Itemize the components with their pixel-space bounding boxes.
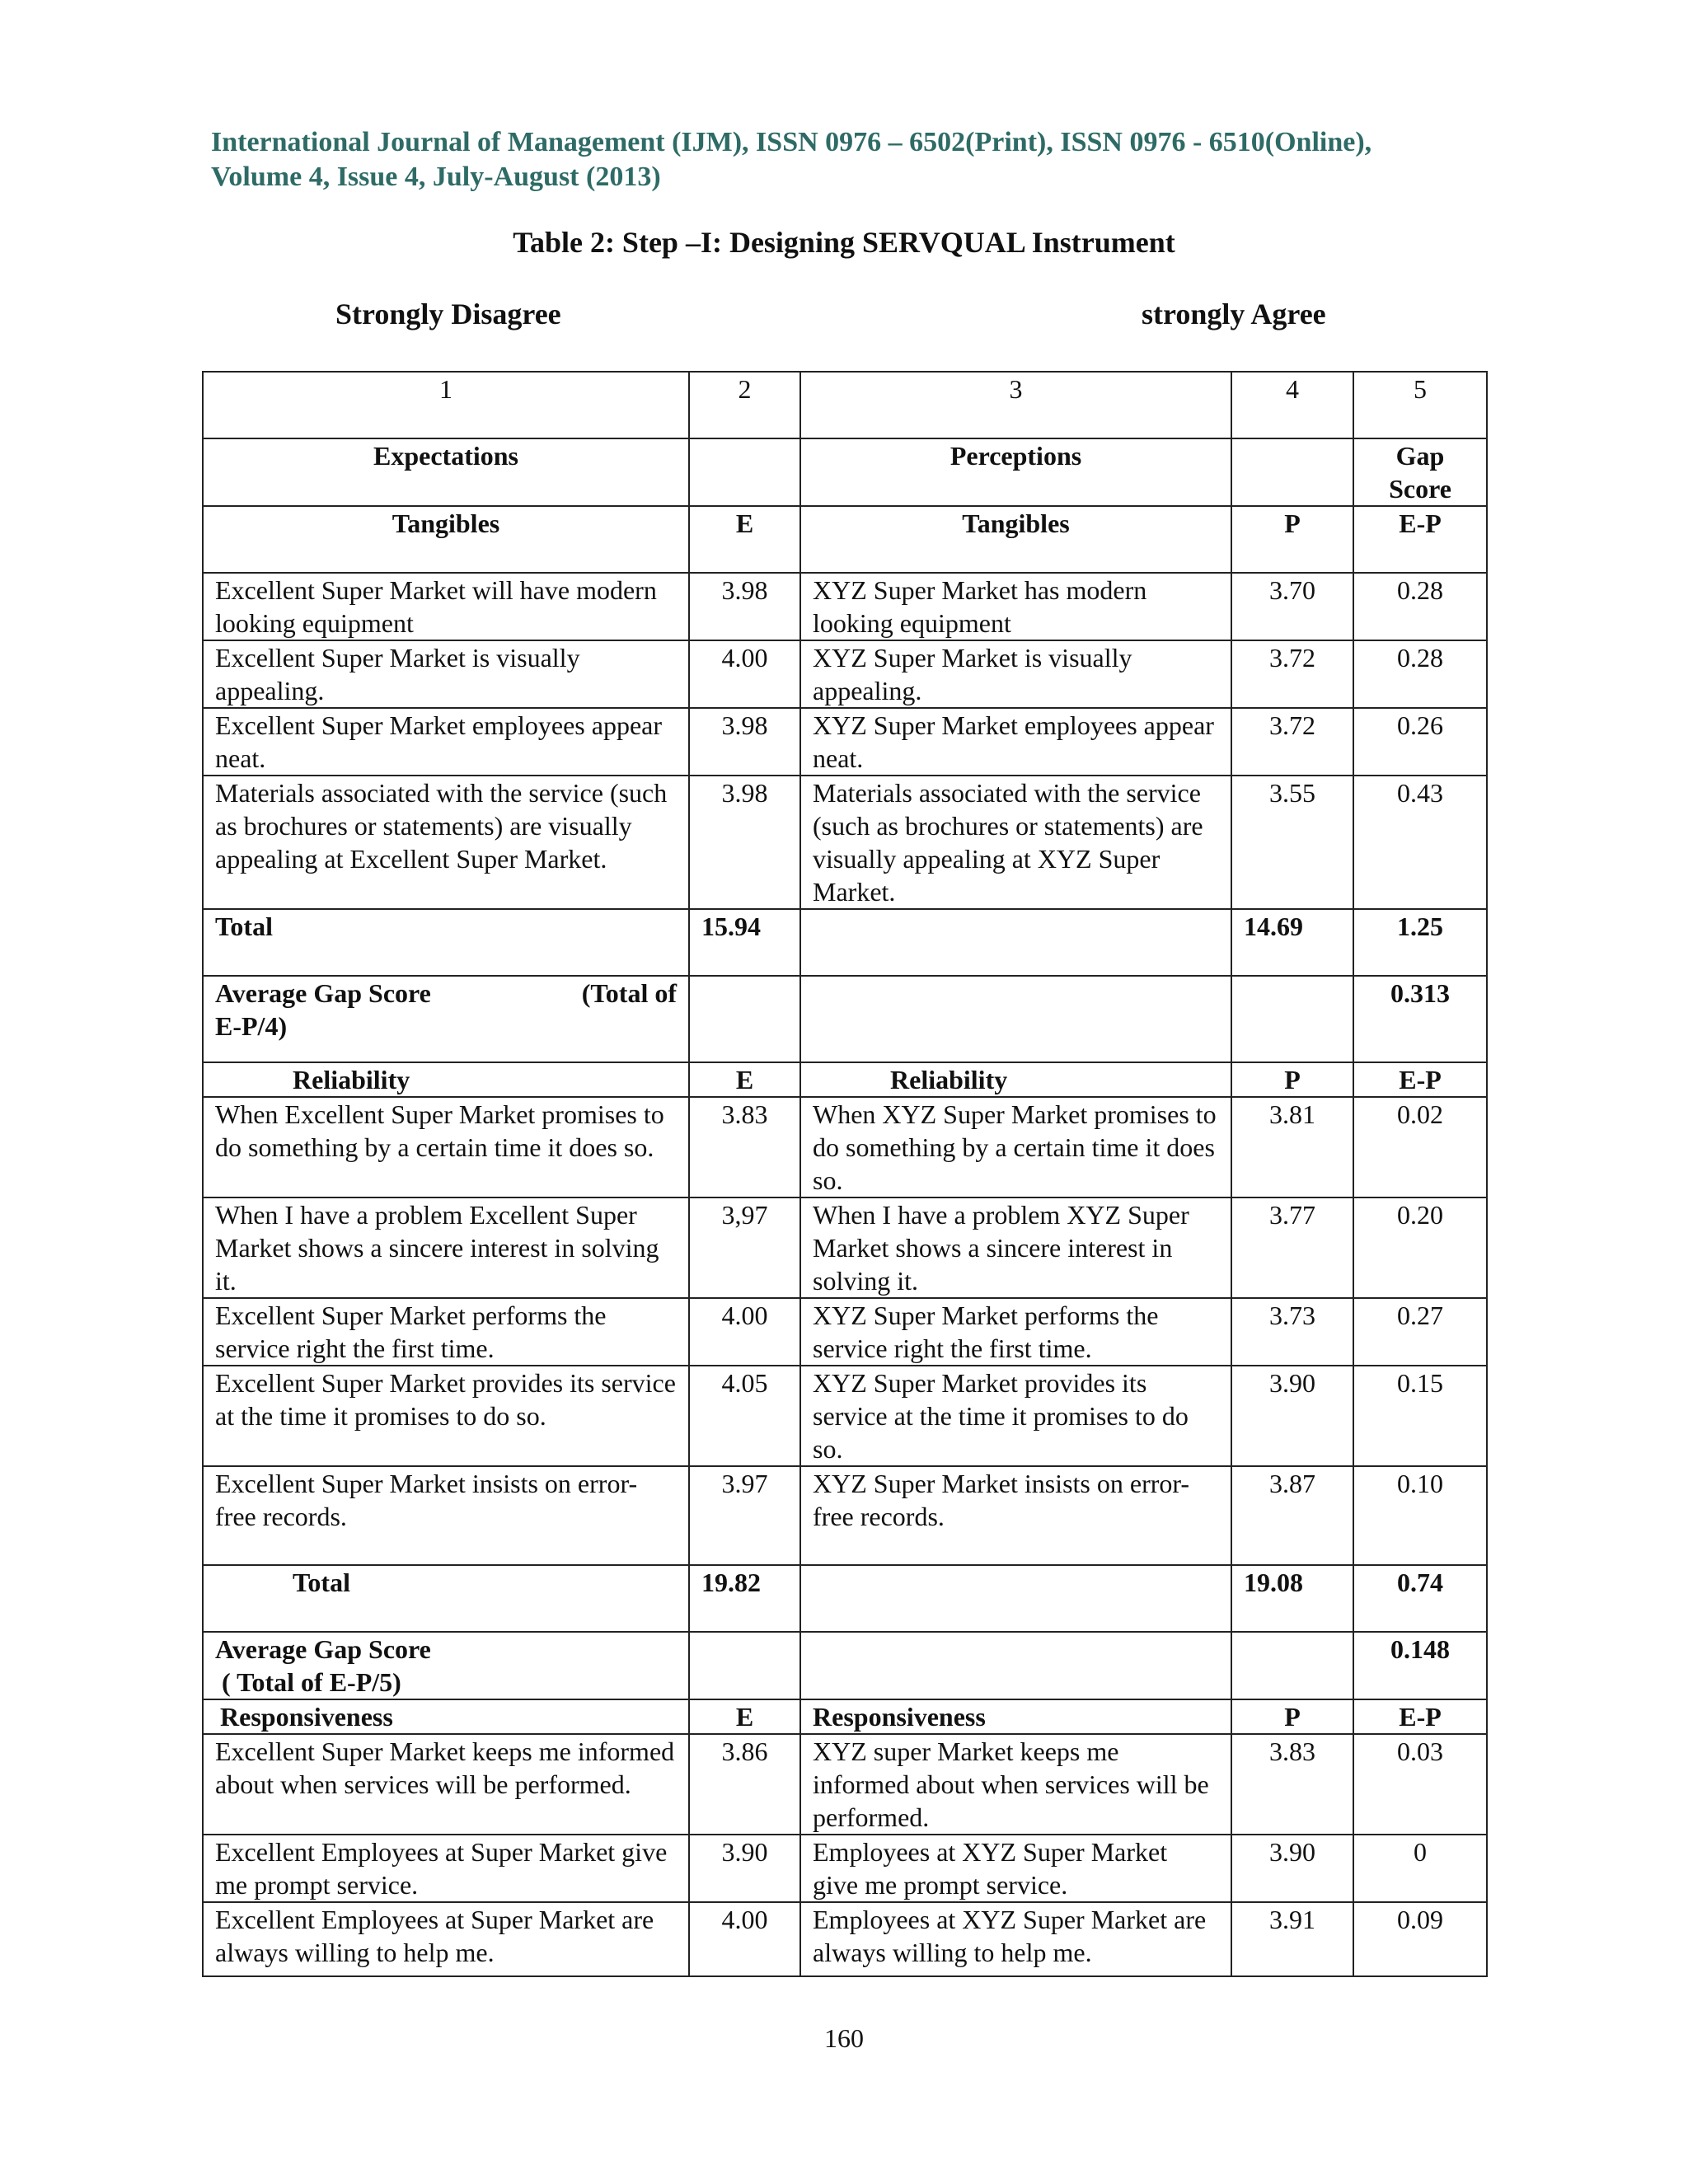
total-label: Total (203, 909, 689, 976)
total-e: 15.94 (689, 909, 800, 976)
expectations-header: Expectations (203, 438, 689, 506)
total-row (203, 909, 1487, 976)
p-value: 3.70 (1231, 573, 1353, 640)
average-gap-row (203, 1632, 1487, 1699)
empty-cell (1231, 976, 1353, 1062)
gap-value: 0.03 (1353, 1734, 1487, 1835)
p-label: P (1231, 506, 1353, 573)
gap-value: 0.15 (1353, 1366, 1487, 1466)
total-row (203, 1565, 1487, 1632)
col-number: 3 (800, 372, 1231, 438)
empty-cell (800, 976, 1231, 1062)
p-value: 3.91 (1231, 1902, 1353, 1976)
p-value: 3.72 (1231, 708, 1353, 776)
empty-cell (689, 976, 800, 1062)
perception-text: XYZ Super Market is visually appealing. (800, 640, 1231, 708)
expectation-text: Excellent Super Market employees appear neat. (203, 708, 689, 776)
total-label: Total (203, 1565, 689, 1632)
servqual-table (202, 371, 1488, 1977)
table-row (203, 1835, 1487, 1902)
average-gap-label-a: Average Gap Score (215, 978, 431, 1008)
table-row (203, 776, 1487, 909)
reliability-section-header (203, 1062, 1487, 1097)
expectation-text: Materials associated with the service (such as brochures or statements) are visually appealing at Excellent Super Market. (203, 776, 689, 909)
expectation-text: Excellent Super Market performs the service right the first time. (203, 1298, 689, 1366)
gap-value: 0.28 (1353, 640, 1487, 708)
perception-text: Employees at XYZ Super Market are always willing to help me. (800, 1902, 1231, 1976)
expectation-text: Excellent Super Market keeps me informed about when services will be performed. (203, 1734, 689, 1835)
e-value: 3.83 (689, 1097, 800, 1197)
empty-cell (689, 438, 800, 506)
gap-value: 0.28 (1353, 573, 1487, 640)
e-value: 4.05 (689, 1366, 800, 1466)
empty-cell (689, 1632, 800, 1699)
section-label: Tangibles (800, 506, 1231, 573)
perceptions-header: Perceptions (800, 438, 1231, 506)
perception-text: XYZ Super Market insists on error-free records. (800, 1466, 1231, 1565)
page-number: 160 (824, 2023, 864, 2053)
p-value: 3.72 (1231, 640, 1353, 708)
ep-label: E-P (1353, 506, 1487, 573)
column-number-row (203, 372, 1487, 438)
p-value: 3.77 (1231, 1197, 1353, 1298)
table-row (203, 573, 1487, 640)
empty-cell (800, 1565, 1231, 1632)
empty-cell (1231, 438, 1353, 506)
perception-text: When I have a problem XYZ Super Market shows a sincere interest in solving it. (800, 1197, 1231, 1298)
expectation-text: Excellent Employees at Super Market are always willing to help me. (203, 1902, 689, 1976)
gap-value: 0.27 (1353, 1298, 1487, 1366)
journal-header (211, 125, 1530, 194)
expectation-text: Excellent Super Market will have modern looking equipment (203, 573, 689, 640)
empty-cell (800, 1632, 1231, 1699)
ep-label: E-P (1353, 1699, 1487, 1734)
perception-text: Employees at XYZ Super Market give me prompt service. (800, 1835, 1231, 1902)
table-row (203, 1298, 1487, 1366)
scale-right-label: strongly Agree (1142, 298, 1326, 330)
section-label: Responsiveness (203, 1699, 689, 1734)
total-gap: 1.25 (1353, 909, 1487, 976)
e-label: E (689, 1062, 800, 1097)
gap-value: 0.20 (1353, 1197, 1487, 1298)
perception-text: Materials associated with the service (such as brochures or statements) are visually appealing at XYZ Super Market. (800, 776, 1231, 909)
section-label: Responsiveness (800, 1699, 1231, 1734)
empty-cell (1231, 1632, 1353, 1699)
section-label: Reliability (800, 1062, 1231, 1097)
average-gap-value: 0.148 (1353, 1632, 1487, 1699)
gap-value: 0.43 (1353, 776, 1487, 909)
perception-text: XYZ Super Market has modern looking equipment (800, 573, 1231, 640)
expectation-text: Excellent Super Market provides its service at the time it promises to do so. (203, 1366, 689, 1466)
table-row (203, 1197, 1487, 1298)
table-row (203, 1734, 1487, 1835)
p-value: 3.55 (1231, 776, 1353, 909)
gap-value: 0.26 (1353, 708, 1487, 776)
perception-text: XYZ super Market keeps me informed about when services will be performed. (800, 1734, 1231, 1835)
gap-value: 0 (1353, 1835, 1487, 1902)
average-gap-label-b: (Total of (581, 978, 677, 1008)
gap-score-header: Gap Score (1353, 438, 1487, 506)
e-value: 3.98 (689, 708, 800, 776)
gap-value: 0.10 (1353, 1466, 1487, 1565)
section-label: Reliability (203, 1062, 689, 1097)
tangibles-section-header (203, 506, 1487, 573)
perception-text: XYZ Super Market employees appear neat. (800, 708, 1231, 776)
total-e: 19.82 (689, 1565, 800, 1632)
gap-value: 0.09 (1353, 1902, 1487, 1976)
e-value: 3.97 (689, 1466, 800, 1565)
average-gap-row (203, 976, 1487, 1062)
average-gap-value: 0.313 (1353, 976, 1487, 1062)
average-gap-label-c: E-P/4) (215, 1011, 288, 1041)
total-p: 14.69 (1231, 909, 1353, 976)
total-p: 19.08 (1231, 1565, 1353, 1632)
p-value: 3.90 (1231, 1366, 1353, 1466)
column-header-row (203, 438, 1487, 506)
col-number: 1 (203, 372, 689, 438)
p-value: 3.90 (1231, 1835, 1353, 1902)
e-value: 4.00 (689, 1902, 800, 1976)
e-value: 4.00 (689, 640, 800, 708)
perception-text: When XYZ Super Market promises to do something by a certain time it does so. (800, 1097, 1231, 1197)
p-value: 3.73 (1231, 1298, 1353, 1366)
journal-header-line1: International Journal of Management (IJM), ISSN 0976 – 6502(Print), ISSN 0976 - 6510(Online), (211, 127, 1372, 157)
e-value: 3,97 (689, 1197, 800, 1298)
col-number: 2 (689, 372, 800, 438)
perception-text: XYZ Super Market provides its service at the time it promises to do so. (800, 1366, 1231, 1466)
gap-value: 0.02 (1353, 1097, 1487, 1197)
table-row (203, 1097, 1487, 1197)
expectation-text: When I have a problem Excellent Super Market shows a sincere interest in solving it. (203, 1197, 689, 1298)
average-gap-label (203, 976, 689, 1062)
e-value: 3.86 (689, 1734, 800, 1835)
expectation-text: Excellent Super Market insists on error-free records. (203, 1466, 689, 1565)
e-value: 3.98 (689, 573, 800, 640)
responsiveness-section-header (203, 1699, 1487, 1734)
total-gap: 0.74 (1353, 1565, 1487, 1632)
expectation-text: Excellent Employees at Super Market give me prompt service. (203, 1835, 689, 1902)
e-value: 3.98 (689, 776, 800, 909)
expectation-text: Excellent Super Market is visually appealing. (203, 640, 689, 708)
e-label: E (689, 506, 800, 573)
average-gap-label-b: ( Total of E-P/5) (215, 1667, 401, 1697)
scale-left-label: Strongly Disagree (335, 298, 561, 330)
ep-label: E-P (1353, 1062, 1487, 1097)
p-label: P (1231, 1699, 1353, 1734)
average-gap-label (203, 1632, 689, 1699)
journal-header-line2: Volume 4, Issue 4, July-August (2013) (211, 162, 661, 192)
table-row (203, 1466, 1487, 1565)
empty-cell (800, 909, 1231, 976)
table-row (203, 1902, 1487, 1976)
table-title: Table 2: Step –I: Designing SERVQUAL Instrument (513, 226, 1175, 259)
p-value: 3.81 (1231, 1097, 1353, 1197)
average-gap-label-a: Average Gap Score (215, 1634, 431, 1664)
p-label: P (1231, 1062, 1353, 1097)
table-row (203, 708, 1487, 776)
table-row (203, 640, 1487, 708)
col-number: 5 (1353, 372, 1487, 438)
expectation-text: When Excellent Super Market promises to do something by a certain time it does so. (203, 1097, 689, 1197)
e-label: E (689, 1699, 800, 1734)
section-label: Tangibles (203, 506, 689, 573)
e-value: 3.90 (689, 1835, 800, 1902)
p-value: 3.83 (1231, 1734, 1353, 1835)
e-value: 4.00 (689, 1298, 800, 1366)
p-value: 3.87 (1231, 1466, 1353, 1565)
table-row (203, 1366, 1487, 1466)
perception-text: XYZ Super Market performs the service right the first time. (800, 1298, 1231, 1366)
col-number: 4 (1231, 372, 1353, 438)
